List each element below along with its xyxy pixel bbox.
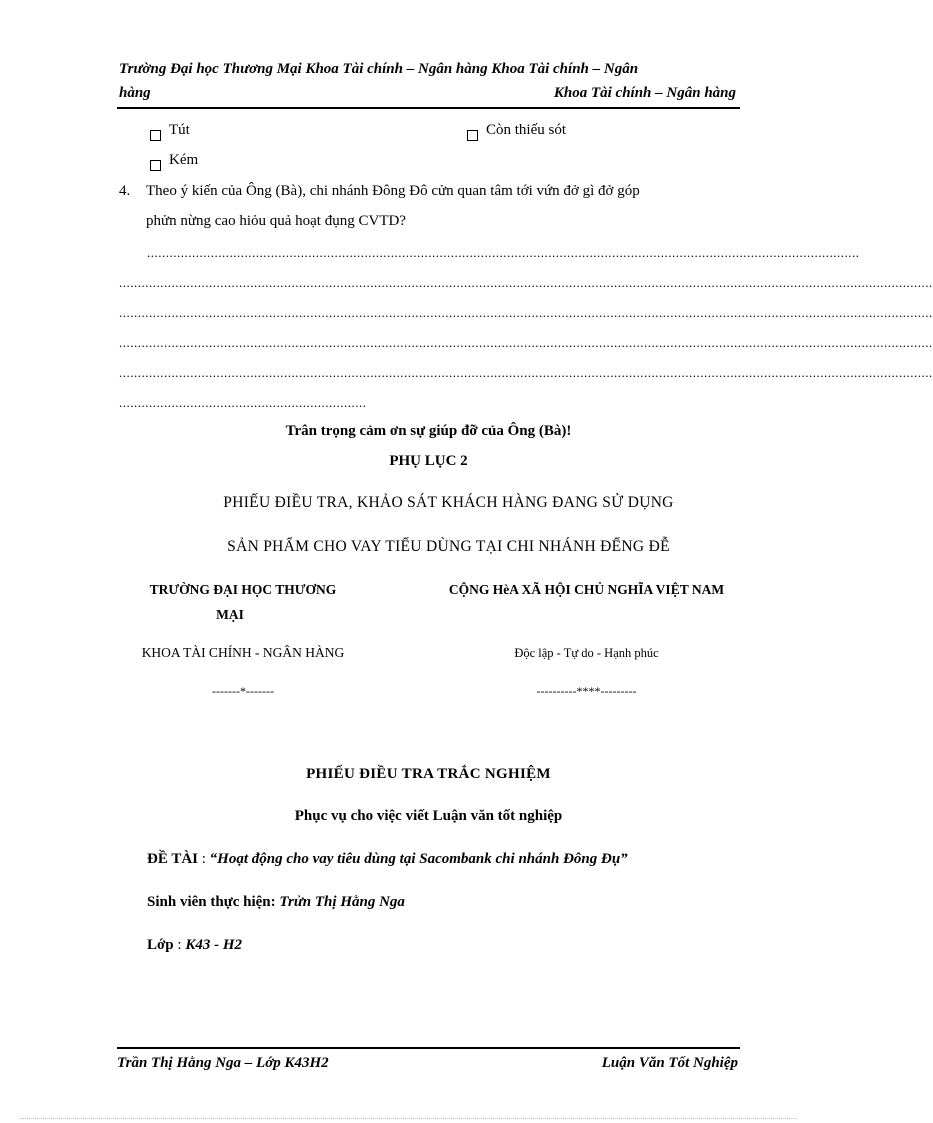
survey-heading-line-1: PHIẾU ĐIỀU TRA, KHẢO SÁT KHÁCH HÀNG ĐANG SỬ DỤNG bbox=[223, 494, 674, 511]
survey-heading-line-2: SẢN PHẨM CHO VAY TIẾU DÙNG TẠI CHI NHÁNH ĐẾNG ĐỄ bbox=[227, 538, 670, 555]
checkbox-tot[interactable] bbox=[150, 130, 161, 141]
header-line-2-left: hàng bbox=[119, 85, 151, 101]
checkbox-kem[interactable] bbox=[150, 160, 161, 171]
class-line bbox=[147, 937, 242, 954]
student-line bbox=[147, 894, 405, 911]
left-separator: -------*------- bbox=[212, 684, 274, 698]
answer-line[interactable]: ......................................................................................................................................................................................................................... bbox=[119, 275, 933, 290]
class-label: Lớp bbox=[147, 937, 174, 953]
question-number: 4. bbox=[119, 183, 131, 199]
student-label: Sinh viên thực hiện bbox=[147, 894, 271, 910]
class-colon: : bbox=[173, 937, 186, 953]
topic-label: ĐỀ TÀI bbox=[147, 851, 198, 867]
page-bottom-dotted-edge bbox=[20, 1118, 796, 1119]
faculty-name: KHOA TÀI CHÍNH - NGÂN HÀNG bbox=[141, 645, 345, 660]
form-title: PHIẾU ĐIỀU TRA TRẮC NGHIỆM bbox=[306, 766, 551, 782]
answer-line[interactable]: .................................................................. bbox=[119, 395, 367, 410]
student-value: Trửn Thị Hằng Nga bbox=[279, 894, 405, 910]
footer-rule bbox=[117, 1047, 740, 1049]
checkbox-con-thieu-sot[interactable] bbox=[467, 130, 478, 141]
student-colon: : bbox=[270, 894, 280, 910]
topic-value: “Hoạt động cho vay tiêu dùng tại Sacombank chi nhánh Đông Đụ” bbox=[209, 851, 628, 867]
class-value: K43 - H2 bbox=[185, 937, 242, 953]
answer-line[interactable]: .............................................................................................................................................................................................. bbox=[147, 245, 860, 260]
topic-line bbox=[147, 851, 628, 868]
school-name-line-1: TRƯỜNG ĐẠI HỌC THƯƠNG bbox=[149, 582, 337, 597]
option-tot-label: Tút bbox=[169, 122, 190, 138]
form-subtitle: Phục vụ cho việc viết Luận văn tốt nghiệp bbox=[294, 808, 563, 824]
right-separator: ----------****--------- bbox=[536, 684, 637, 698]
topic-colon: : bbox=[198, 851, 210, 867]
header-line-1: Trường Đại học Thương Mại Khoa Tài chính – Ngân hàng Khoa Tài chính – Ngân bbox=[119, 61, 639, 77]
footer-left: Trần Thị Hằng Nga – Lớp K43H2 bbox=[117, 1055, 329, 1071]
option-con-thieu-sot-label: Còn thiếu sót bbox=[486, 122, 567, 138]
school-name-line-2: MẠI bbox=[216, 607, 244, 622]
answer-line[interactable]: ......................................................................................................................................................................................................................... bbox=[119, 365, 933, 380]
header-line-2-right: Khoa Tài chính – Ngân hàng bbox=[553, 85, 736, 101]
header-rule bbox=[117, 107, 740, 109]
footer-right: Luận Văn Tốt Nghiệp bbox=[601, 1055, 738, 1071]
answer-line[interactable]: ......................................................................................................................................................................................................................... bbox=[119, 305, 933, 320]
appendix-title: PHỤ LỤC 2 bbox=[389, 453, 468, 469]
answer-line[interactable]: ......................................................................................................................................................................................................................... bbox=[119, 335, 933, 350]
question-line-1: Theo ý kiến của Ông (Bà), chi nhánh Đông Đô cửn quan tâm tới vứn đở gì đở góp bbox=[146, 183, 640, 199]
question-line-2: phửn nừng cao hiỏu quả hoạt đụng CVTD? bbox=[146, 213, 406, 229]
option-kem-label: Kém bbox=[169, 152, 199, 168]
thanks-text: Trân trọng cảm ơn sự giúp đỡ của Ông (Bà)! bbox=[285, 423, 572, 439]
motto: Độc lập - Tự do - Hạnh phúc bbox=[514, 646, 659, 660]
republic-name: CỘNG HèA XÃ HỘI CHỦ NGHĨA VIỆT NAM bbox=[448, 582, 725, 597]
